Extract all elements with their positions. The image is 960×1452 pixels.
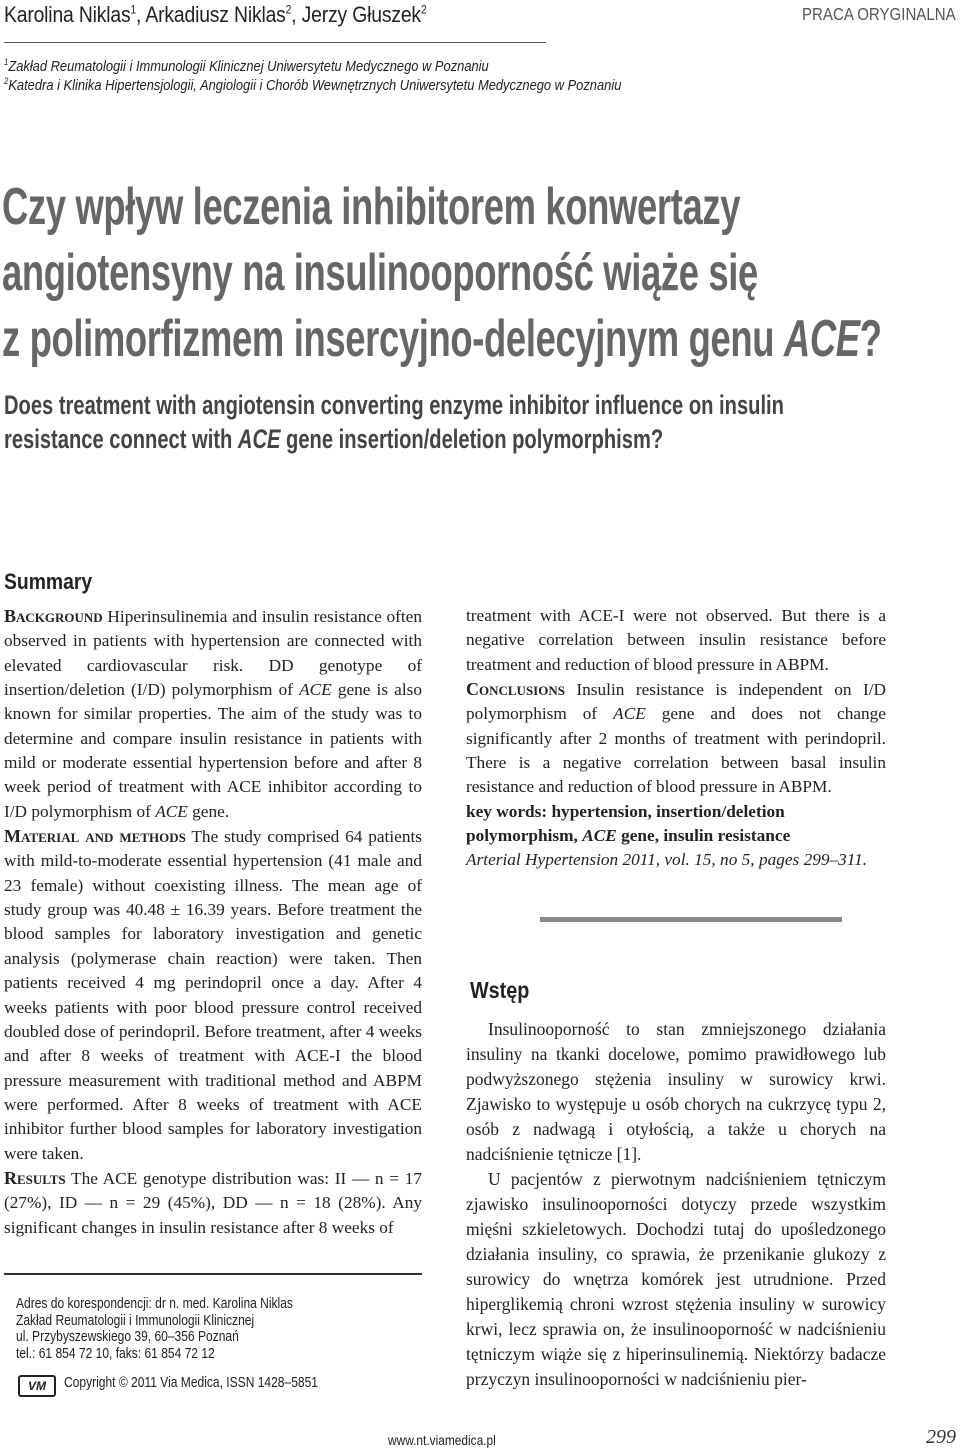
author-separator: , — [136, 2, 146, 27]
gene-name: ACE — [299, 680, 332, 700]
gene-name: ACE — [155, 801, 188, 821]
gene-name: ACE — [582, 826, 617, 846]
title-text: z polimorfizmem insercyjno-delecyjnym genu — [2, 310, 784, 368]
author-separator: , — [291, 2, 302, 27]
title-polish-line — [2, 306, 882, 372]
paragraph-text: The study comprised 64 patients with mild-to-moderate essential hypertension (41 male and 23 female) without coexisting illness. The mean age of study group was 40.48 ± 16.39 years. Before treatment the blood samples for laboratory investigation and genetic analysis (polymerase chain reaction) were taken. Then patients received 4 mg perindopril once a day. After 4 weeks patients with poor blood pressure control received doubled dose of perindopril. Before treatment, after 4 weeks and after 8 weeks of treatment with ACE-I the blood pressure measurement with traditional method and ABPM were performed. After 8 weeks of treatment with ACE inhibitor further blood samples for laboratory investigation were taken. — [4, 827, 422, 1163]
keywords-label: key words: — [466, 801, 548, 821]
section-label: Material and methods — [4, 826, 186, 847]
section-label: Results — [4, 1167, 66, 1188]
gene-name: ACE — [783, 310, 860, 368]
title-polish-line: angiotensyny na insulinooporność wiąże się — [2, 244, 758, 302]
author-name: Arkadiusz Niklas — [145, 2, 286, 27]
publisher-logo: VM — [18, 1375, 56, 1397]
correspondence-line: ul. Przybyszewskiego 39, 60–356 Poznań — [16, 1329, 239, 1345]
page-number: 299 — [926, 1426, 956, 1448]
section-divider — [540, 917, 842, 922]
keywords-text: hypertension, insertion/deletion polymorphism, — [466, 801, 785, 846]
paragraph-text: The ACE genotype distribution was: II — n = 17 (27%), ID — n = 29 (45%), DD — n = 18 (28%). Any significant changes in insulin resistance after 8 weeks of — [4, 1168, 422, 1237]
copyright-notice: Copyright © 2011 Via Medica, ISSN 1428–5851 — [64, 1375, 318, 1391]
title-english-line — [4, 424, 663, 455]
correspondence-line: Adres do korespondencji: dr n. med. Karolina Niklas — [16, 1296, 293, 1312]
author-list — [4, 2, 427, 28]
paragraph: Insulinooporność to stan zmniejszonego działania insuliny na tkanki docelowe, pomimo prawidłowego lub podwyższonego stężenia insuliny w surowicy krwi. Zjawisko to występuje u osób chorych na cukrzycę typu 2, osób z nadwagą i otyłością, a także u chorych na nadciśnienie tętnicze [1]. — [466, 1019, 886, 1164]
section-label: Background — [4, 606, 103, 626]
paragraph-text: Hiperinsulinemia and insulin resistance often observed in patients with hypertension are connected with elevated cardiovascular risk. DD genotype of insertion/deletion (I/D) polymorphism of — [4, 607, 422, 700]
summary-heading: Summary — [4, 569, 93, 594]
affiliation-marker: 1 — [130, 2, 137, 17]
affiliation-line — [4, 57, 489, 75]
affiliation-marker: 2 — [4, 76, 9, 86]
title-polish-line: Czy wpływ leczenia inhibitorem konwertazy — [2, 178, 741, 236]
affiliation-marker: 2 — [285, 2, 292, 17]
abstract-methods — [4, 824, 422, 1166]
title-english-line: Does treatment with angiotensin converting enzyme inhibitor influence on insulin — [4, 390, 784, 420]
gene-name: ACE — [613, 704, 646, 724]
abstract-background — [4, 604, 422, 824]
summary-left-column — [4, 604, 422, 1240]
section-label: Conclusions — [466, 679, 565, 700]
author-name: Jerzy Głuszek — [301, 2, 421, 27]
correspondence-divider — [4, 1273, 422, 1275]
author-name: Karolina Niklas — [4, 2, 131, 27]
introduction-text — [466, 1017, 886, 1392]
gene-name: ACE — [237, 424, 281, 454]
affiliation-marker: 1 — [4, 57, 9, 67]
abstract-results-continued: treatment with ACE-I were not observed. But there is a negative correlation between insulin resistance before treatment and reduction of blood pressure in ABPM. — [466, 606, 886, 674]
affiliation-text: Katedra i Klinika Hipertensjologii, Angiologii i Chorób Wewnętrznych Uniwersytetu Medycznego w Poznaniu — [8, 77, 622, 94]
title-text: resistance connect with — [4, 424, 238, 454]
header-divider — [4, 42, 546, 43]
correspondence-line: Zakład Reumatologii i Immunologii Klinicznej — [16, 1312, 255, 1329]
affiliation-line — [4, 76, 621, 94]
journal-url[interactable]: www.nt.viamedica.pl — [388, 1432, 496, 1448]
affiliation-text: Zakład Reumatologii i Immunologii Klinicznej Uniwersytetu Medycznego w Poznaniu — [8, 58, 489, 75]
correspondence-line: tel.: 61 854 72 10, faks: 61 854 72 12 — [16, 1345, 215, 1362]
affiliation-marker: 2 — [420, 2, 427, 17]
article-type-label: PRACA ORYGINALNA — [802, 4, 956, 24]
correspondence-address — [16, 1296, 293, 1362]
introduction-heading: Wstęp — [470, 977, 530, 1003]
paragraph-text: gene and does not change significantly after 2 months of treatment with perindopril. There is a negative correlation between basal insulin resistance and reduction of blood pressure in ABPM. — [466, 704, 886, 797]
summary-right-column — [466, 604, 886, 873]
title-text: gene insertion/deletion polymorphism? — [280, 424, 664, 454]
journal-citation: Arterial Hypertension 2011, vol. 15, no 5, pages 299–311. — [466, 850, 868, 870]
paragraph-text: gene is also known for similar properties. The aim of the study was to determine and compare insulin resistance in patients with mild or moderate essential hypertension before and after 8 week period of treatment with ACE inhibitor according to I/D polymorphism of — [4, 680, 422, 821]
paragraph-text: gene. — [187, 801, 230, 821]
keywords-text: gene, insulin resistance — [616, 826, 791, 846]
keywords — [466, 800, 886, 849]
paragraph-text: Insulin resistance is independent on I/D polymorphism of — [466, 680, 886, 724]
title-text: ? — [859, 310, 882, 368]
paragraph: U pacjentów z pierwotnym nadciśnieniem tętniczym zjawisko insulinooporności dotyczy przede wszystkim mięśni szkieletowych. Dochodzi tutaj do upośledzonego działania insuliny, co sprawia, że przenikanie glukozy z surowicy do wnętrza komórek jest utrudnione. Przed hiperglikemią chroni wzrost stężenia insuliny w surowicy krwi, lecz sprawia on, że insulinooporność w nadciśnieniu tętniczym wiąże się z hiperinsulinemią. Niektórzy badacze przyczyn insulinooporności w nadciśnieniu pier- — [466, 1169, 886, 1389]
abstract-conclusions — [466, 677, 886, 800]
abstract-results — [4, 1166, 422, 1240]
